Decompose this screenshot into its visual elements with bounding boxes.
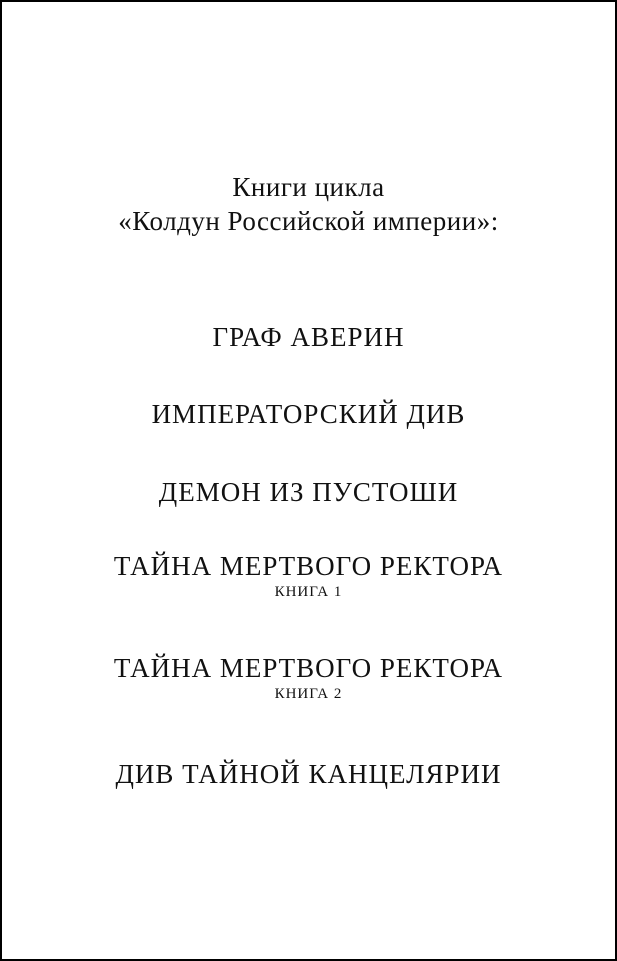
book-entry (2, 653, 615, 703)
book-entry (2, 477, 615, 507)
book-entry (2, 551, 615, 601)
book-title: ГРАФ АВЕРИН (212, 322, 405, 352)
book-entry (2, 759, 615, 789)
series-heading-line-1: Книги цикла (232, 172, 385, 202)
series-heading (2, 170, 615, 238)
book-title: ТАЙНА МЕРТВОГО РЕКТОРА (113, 551, 504, 581)
book-title: ДЕМОН ИЗ ПУСТОШИ (158, 477, 459, 507)
series-heading-line-2: «Колдун Российской империи»: (118, 206, 499, 236)
book-entry (2, 399, 615, 429)
book-entry (2, 322, 615, 352)
book-volume-label: КНИГА 2 (274, 686, 343, 702)
book-title: ТАЙНА МЕРТВОГО РЕКТОРА (113, 653, 504, 683)
book-title: ИМПЕРАТОРСКИЙ ДИВ (151, 399, 466, 429)
book-title: ДИВ ТАЙНОЙ КАНЦЕЛЯРИИ (115, 759, 502, 789)
book-volume-label: КНИГА 1 (274, 584, 343, 600)
